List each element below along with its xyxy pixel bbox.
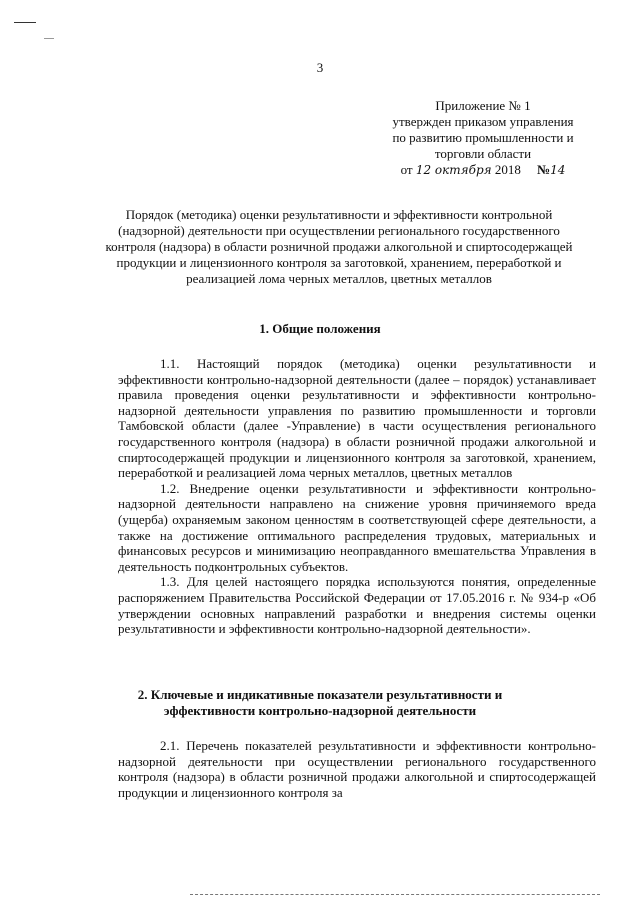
footer-scan-artifact xyxy=(190,894,600,897)
section-1-body xyxy=(118,356,596,637)
paragraph-2-1: 2.1. Перечень показателей результативности и эффективности контрольно-надзорной деятельности при осуществлении регионального государственного контроля (надзора) в области розничной продажи алкогольной и спиртосодержащей продукции и лицензионного контроля за xyxy=(118,738,596,800)
handwritten-date: 12 октября xyxy=(415,163,492,177)
appendix-authority-line-2: торговли области xyxy=(434,146,532,161)
scan-mark-left-1 xyxy=(44,38,54,39)
section-2-heading-line-2: эффективности контрольно-надзорной деятельности xyxy=(163,703,477,718)
section-1-heading: 1. Общие положения xyxy=(259,321,381,336)
page-number: 3 xyxy=(316,60,324,75)
handwritten-number: 14 xyxy=(550,163,566,177)
appendix-block xyxy=(368,98,598,178)
paragraph-1-2: 1.2. Внедрение оценки результативности и эффективности контрольно-надзорной деятельности направлено на снижение уровня причиняемого вреда (ущерба) охраняемым законом ценностям в соответствующей сфере деятельности, а также на достижение оптимального распределения трудовых, материальных и финансовых ресурсов и минимизацию неоправданного вмешательства Управления в деятельность подконтрольных субъектов. xyxy=(118,480,596,574)
paragraph-1-3: 1.3. Для целей настоящего порядка используются понятия, определенные распоряжением Правительства Российской Федерации от 17.05.2016 г. № 934-р «Об утверждении основных направлений разработки и внедрения системы оценки результативности и эффективности контрольно-надзорной деятельности». xyxy=(118,574,596,637)
date-prefix: от xyxy=(400,162,413,177)
order-year: 2018 xyxy=(494,162,521,177)
paragraph-1-1: 1.1. Настоящий порядок (методика) оценки результативности и эффективности контрольно-надзорной деятельности (далее – порядок) устанавливает правила проведения оценки результативности и эффективности контрольно-надзорной деятельности управления по развитию промышленности и торговли Тамбовской области (далее -Управление) в части осуществления регионального государственного контроля (надзора) в области розничной продажи алкогольной и спиртосодержащей продукции и лицензионного контроля за заготовкой, хранением, переработкой и реализацией лома черных металлов, цветных металлов xyxy=(118,356,596,481)
appendix-authority-line: по развитию промышленности и xyxy=(392,130,574,145)
section-2-heading-line-1: 2. Ключевые и индикативные показатели результативности и xyxy=(137,687,503,702)
appendix-approved-line: утвержден приказом управления xyxy=(392,114,574,129)
section-2-body xyxy=(118,738,596,800)
appendix-title: Приложение № 1 xyxy=(435,98,531,113)
section-2-heading xyxy=(0,687,640,719)
scan-mark-top-left xyxy=(14,22,36,23)
appendix-order-line xyxy=(368,162,598,178)
document-title: Порядок (методика) оценки результативности и эффективности контрольной (надзорной) деятельности при осуществлении регионального государственного контроля (надзора) в области розничной продажи алкогольной и спиртосодержащей продукции и лицензионного контроля за заготовкой, хранением, переработкой и реализацией лома черных металлов, цветных металлов xyxy=(105,207,573,286)
number-prefix: № xyxy=(537,162,551,177)
